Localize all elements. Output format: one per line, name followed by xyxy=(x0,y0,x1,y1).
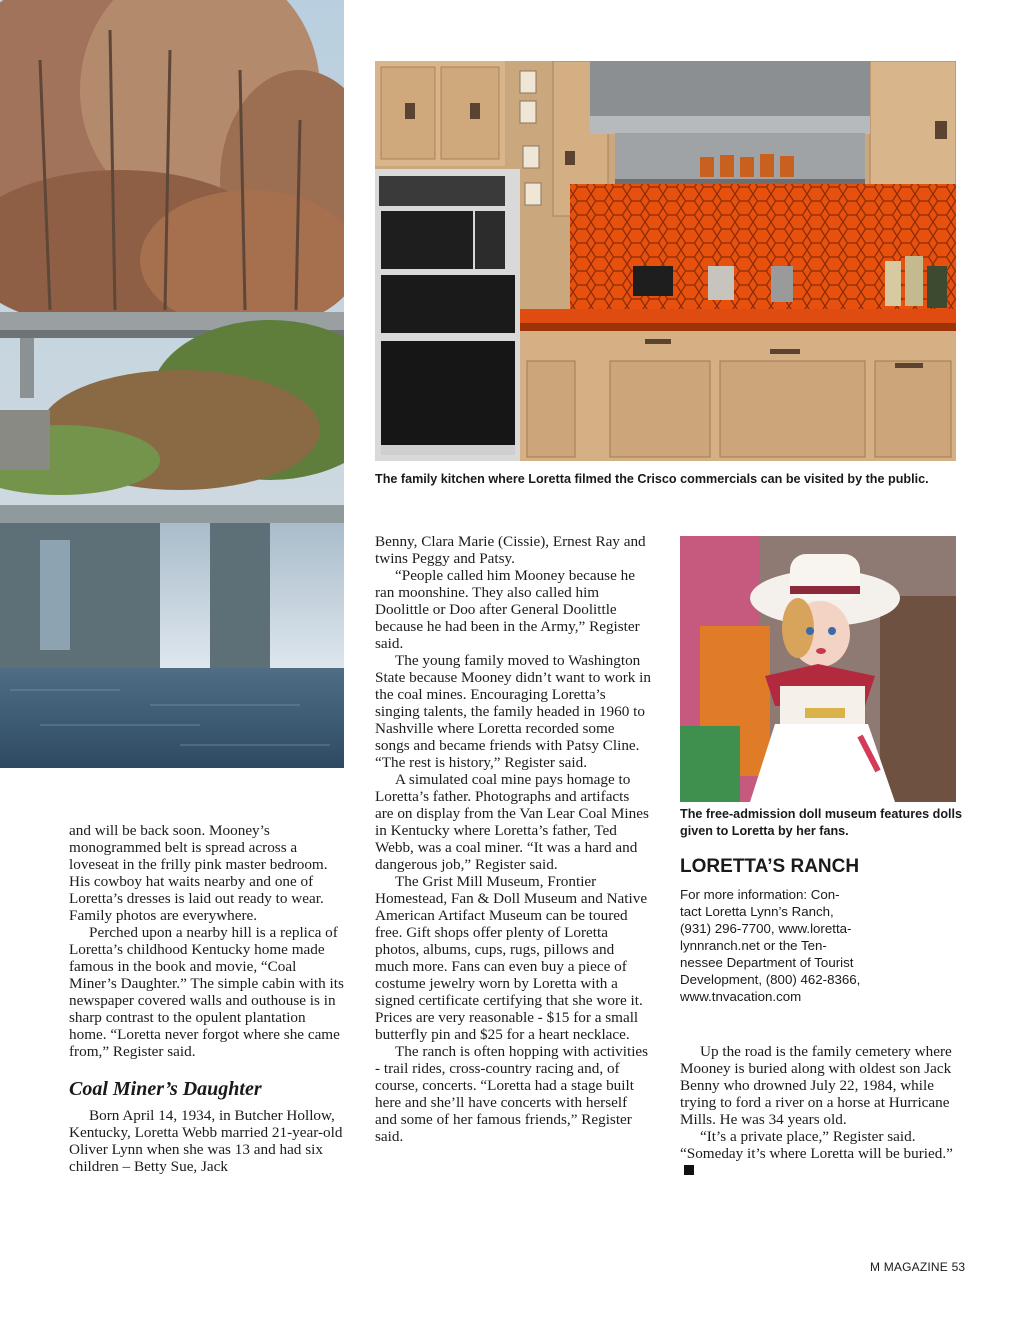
col1-paragraph-3: Born April 14, 1934, in Butcher Hollow, Kentucky, Loretta Webb married 21-year-old Oliver Lynn when she was 13 and had six children – Betty Sue, Jack xyxy=(69,1107,343,1175)
sidebar-line: www.tnvacation.com xyxy=(680,989,802,1004)
kitchen-caption: The family kitchen where Loretta filmed the Crisco commercials can be visited by the public. xyxy=(375,472,929,486)
waterfall-photo xyxy=(0,0,344,768)
doll-caption: The free-admission doll museum features dolls given to Loretta by her fans. xyxy=(680,807,963,838)
subhead-coal-miners-daughter: Coal Miner’s Daughter xyxy=(69,1078,262,1100)
col2-paragraph-6: The ranch is often hopping with activities - trail rides, cross-country racing and, of course, concerts. “Loretta had a stage built here and she’ll have concerts with herself and some of her famous friends,” Register said. xyxy=(375,1043,649,1145)
article-column-3 xyxy=(680,1043,956,1179)
col2-paragraph-4: A simulated coal mine pays homage to Loretta’s father. Photographs and artifacts are on display from the Van Lear Coal Mines in Kentucky where Loretta’s father, Ted Webb, was a coal miner. “It was a hard and dangerous job,” Register said. xyxy=(375,771,649,873)
sidebar-line: lynnranch.net or the Ten- xyxy=(680,938,827,953)
article-column-2 xyxy=(375,533,651,1145)
sidebar-line: (931) 296-7700, www.loretta- xyxy=(680,921,852,936)
col3-paragraph-2-text: “It’s a private place,” Register said. “Someday it’s where Loretta will be buried.” xyxy=(680,1128,953,1162)
col1-paragraph-1: and will be back soon. Mooney’s monogrammed belt is spread across a loveseat in the frilly pink master bedroom. His cowboy hat waits nearby and one of Loretta’s dresses is laid out ready to wear. Family photos are everywhere. xyxy=(69,822,328,924)
kitchen-photo xyxy=(375,61,956,461)
page-folio xyxy=(870,1260,965,1274)
sidebar-line: nessee Department of Tourist xyxy=(680,955,854,970)
end-mark-icon xyxy=(684,1165,694,1175)
col3-paragraph-2 xyxy=(680,1128,956,1179)
col2-paragraph-2: “People called him Mooney because he ran moonshine. They also called him Doolittle or Doo after General Doolittle because he had been in the Army,” Register said. xyxy=(375,567,640,652)
page-number: 53 xyxy=(951,1260,966,1274)
col2-paragraph-5: The Grist Mill Museum, Frontier Homestead, Fan & Doll Museum and Native American Artifact Museum can be toured free. Gift shops offer plenty of Loretta photos, albums, cups, rugs, pillows and much more. Fans can even buy a piece of costume jewelry worn by Loretta with a signed certificate certifying that she wore it. Prices are very reasonable - $15 for a small butterfly pin and $25 for a heart necklace. xyxy=(375,873,648,1043)
publication-name: M MAGAZINE xyxy=(870,1260,949,1274)
col2-paragraph-1: Benny, Clara Marie (Cissie), Ernest Ray and twins Peggy and Patsy. xyxy=(375,533,646,567)
col1-paragraph-2: Perched upon a nearby hill is a replica of Loretta’s childhood Kentucky home made famous in the book and movie, “Coal Miner’s Daughter.” The simple cabin with its newspaper covered walls and outhouse is in sharp contrast to the opulent plantation home. “Loretta never forgot where she came from,” Register said. xyxy=(69,924,344,1060)
sidebar-line: tact Loretta Lynn’s Ranch, xyxy=(680,904,834,919)
col3-paragraph-1: Up the road is the family cemetery where Mooney is buried along with oldest son Jack Benny who drowned July 22, 1984, while trying to ford a river on a horse at Hurricane Mills. He was 34 years old. xyxy=(680,1043,952,1128)
sidebar-heading: LORETTA’S RANCH xyxy=(680,856,860,877)
sidebar-line: Development, (800) 462-8366, xyxy=(680,972,861,987)
col2-paragraph-3: The young family moved to Washington State because Mooney didn’t want to work in the coal mines. Encouraging Loretta’s singing talents, the family headed in 1960 to Nashville where Loretta recorded some songs and became friends with Patsy Cline. “The rest is history,” Register said. xyxy=(375,652,651,771)
sidebar-info xyxy=(680,886,860,1005)
article-column-1 xyxy=(69,822,345,1175)
sidebar-line: For more information: Con- xyxy=(680,887,840,902)
doll-photo xyxy=(680,536,956,802)
